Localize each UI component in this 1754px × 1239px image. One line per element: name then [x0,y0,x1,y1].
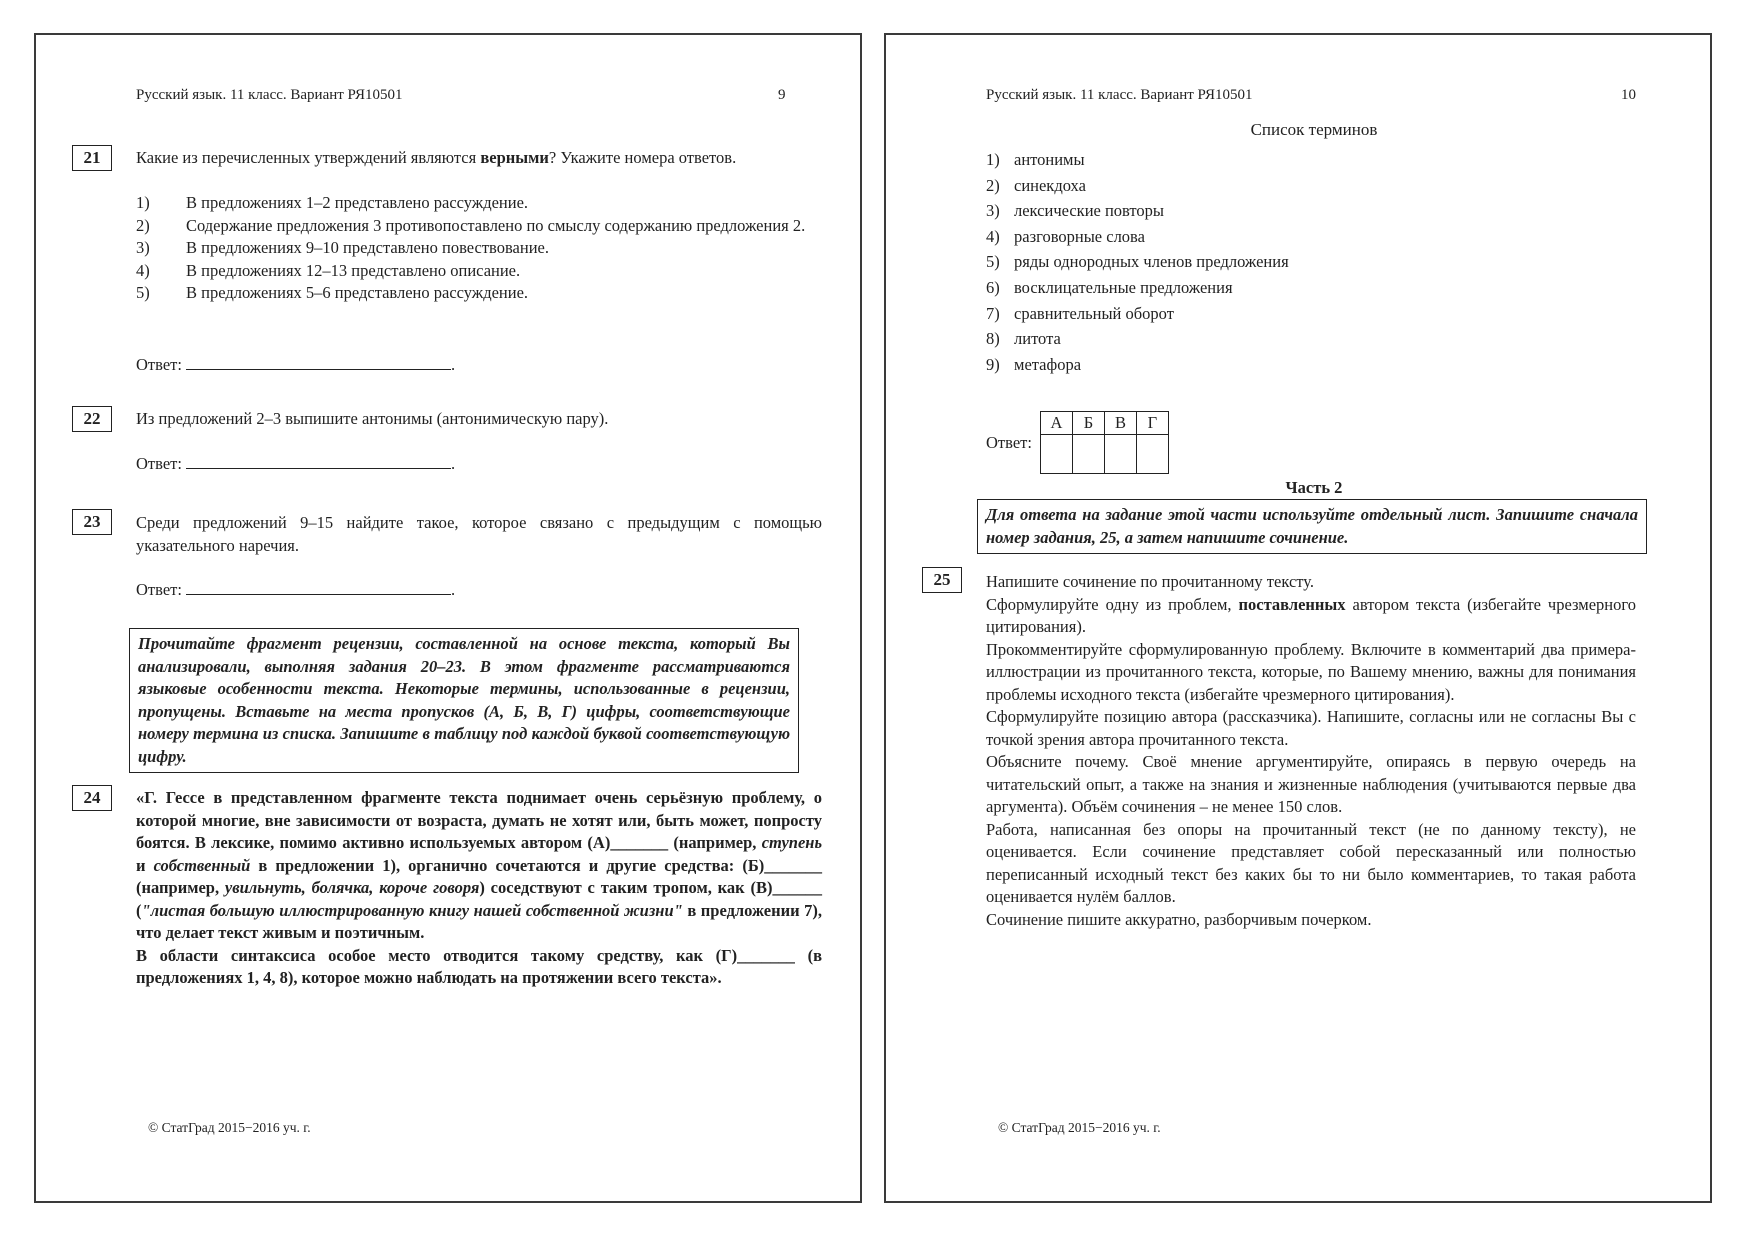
answer-cell[interactable] [1072,435,1104,474]
answer-option [136,282,822,305]
term-number: 4) [986,226,1000,246]
option-number: 5) [136,283,150,302]
terms-list [986,147,1586,377]
term-number: 2) [986,175,1000,195]
task-21-question: Какие из перечисленных утверждений являются верными? Укажите номера ответов. [136,148,737,167]
term-item [986,326,1586,352]
term-text: антонимы [1014,150,1085,169]
term-text: метафора [1014,354,1082,374]
task-23-question: Среди предложений 9–15 найдите такое, которое связано с предыдущим с помощью указательного наречия. [136,513,822,555]
term-item [986,249,1586,275]
page-header: Русский язык. 11 класс. Вариант РЯ10501 [986,87,1253,103]
term-text: ряды однородных членов предложения [1014,252,1289,272]
answer-letter: Б [1072,412,1104,435]
answer-line [186,580,451,595]
task-25-line-7: Сочинение пишите аккуратно, разборчивым почерком. [986,909,1372,929]
option-text: В предложениях 5–6 представлено рассуждение. [186,283,529,302]
term-item [986,224,1586,250]
term-number: 6) [986,277,1000,297]
term-number: 7) [986,303,1000,323]
answer-cell[interactable] [1136,435,1168,474]
term-text: разговорные слова [1014,226,1145,246]
task-number-24: 24 [72,785,112,811]
task-number-25: 25 [922,567,962,593]
review-paragraph-1: «Г. Гессе в представленном фрагменте текста поднимает очень серьёзную проблему, о которой многие, вне зависимости от возраста, думать не хотят или, быть может, попросту боятся. В лексике, помимо активно используемых автором (А)_______ (например, ступень и собственный в предложении 1), органично сочетаются и другие средства: (Б)_______ (например, увильнуть, болячка, короче говоря) соседствуют с таким тропом, как (В)______ ("листая большую иллюстрированную книгу нашей собственной жизни" в предложении 7), что делает текст живым и поэтичным. [136,788,823,942]
task-25-line-4: Сформулируйте позицию автора (рассказчика). Напишите, согласны или не согласны Вы с точкой зрения автора прочитанного текста. [986,707,1636,749]
part2-instruction-box: Для ответа на задание этой части используйте отдельный лист. Запишите сначала номер задания, 25, а затем напишите сочинение. [977,499,1647,554]
page-footer: © СтатГрад 2015−2016 уч. г. [148,1120,311,1135]
page-number: 10 [1621,87,1636,103]
option-number: 1) [136,193,150,212]
term-number: 8) [986,329,1000,349]
task-25-line-5: Объясните почему. Своё мнение аргументируйте, опираясь в первую очередь на читательский опыт, а также на знания и жизненные наблюдения (учитываются первые два аргумента). Объём сочинения – не менее 150 слов. [986,752,1636,816]
task-25-line-1: Напишите сочинение по прочитанному тексту. [986,572,1314,591]
answer-option [136,260,822,283]
term-number: 1) [986,150,1000,169]
review-paragraph-2: В области синтаксиса особое место отводится такому средству, как (Г)_______ (в предложениях 1, 4, 8), которое можно наблюдать на протяжении всего текста». [136,945,822,987]
term-text: синекдоха [1014,175,1086,195]
part2-title: Часть 2 [1285,478,1343,497]
answer-option [136,237,822,260]
term-number: 3) [986,201,1000,221]
task-number-23: 23 [72,509,112,535]
term-item [986,147,1586,173]
option-text: В предложениях 1–2 представлено рассуждение. [186,193,529,212]
task-number-22: 22 [72,406,112,432]
option-text: В предложениях 9–10 представлено повествование. [186,238,549,257]
term-number: 5) [986,252,1000,272]
term-text: лексические повторы [1014,201,1165,221]
term-item [986,173,1586,199]
answer-table [1040,411,1169,474]
task-21-answer[interactable]: Ответ: . [136,355,456,374]
term-item [986,198,1586,224]
task-25-text [986,571,1636,931]
page-number: 9 [778,87,786,103]
option-number: 4) [136,260,150,280]
answer-line [186,454,451,469]
task-number-21: 21 [72,145,112,171]
term-text: сравнительный оборот [1014,303,1174,323]
answer-cell[interactable] [1040,435,1072,474]
page-right [884,33,1712,1203]
term-item [986,352,1586,378]
task-21-options [136,192,822,305]
page-header: Русский язык. 11 класс. Вариант РЯ10501 [136,87,403,103]
page-footer: © СтатГрад 2015−2016 уч. г. [998,1120,1161,1135]
term-text: литота [1014,329,1061,349]
review-instruction-box: Прочитайте фрагмент рецензии, составленной на основе текста, который Вы анализировали, выполняя задания 20–23. В этом фрагменте рассматриваются языковые особенности текста. Некоторые термины, использованные в рецензии, пропущены. Вставьте на места пропусков (А, Б, В, Г) цифры, соответствующие номеру термина из списка. Запишите в таблицу под каждой буквой соответствующую цифру. [129,628,799,773]
term-text: восклицательные предложения [1014,277,1233,297]
answer-letter: А [1040,412,1072,435]
task-24-review-text [136,787,822,990]
term-number: 9) [986,354,1000,374]
option-number: 3) [136,238,150,257]
answer-option [136,192,822,215]
task-25-line-3: Прокомментируйте сформулированную проблему. Включите в комментарий два примера-иллюстрации из прочитанного текста, которые, по Вашему мнению, важны для понимания проблемы исходного текста (избегайте чрезмерного цитирования). [986,639,1636,704]
answer-line [186,355,451,370]
terms-title: Список терминов [1250,120,1378,139]
task-22-answer[interactable]: Ответ: . [136,454,456,473]
option-number: 2) [136,215,150,235]
answer-cell[interactable] [1104,435,1136,474]
term-item [986,301,1586,327]
task-23-answer[interactable]: Ответ: . [136,580,456,599]
answer-option [136,215,822,238]
task-25-line-6: Работа, написанная без опоры на прочитанный текст (не по данному тексту), не оценивается. Если сочинение представляет собой пересказанный или полностью переписанный исходный текст без каких бы то ни было комментариев, то такая работа оценивается нулём баллов. [986,819,1636,906]
answer-letter: В [1104,412,1136,435]
answer-letter: Г [1136,412,1168,435]
term-item [986,275,1586,301]
option-text: Содержание предложения 3 противопоставлено по смыслу содержанию предложения 2. [186,215,806,235]
answer-table-block: Ответ: А Б В Г [986,411,1169,474]
task-22-question: Из предложений 2–3 выпишите антонимы (антонимическую пару). [136,409,609,428]
page-left [34,33,862,1203]
option-text: В предложениях 12–13 представлено описание. [186,260,521,280]
task-25-line-2: Сформулируйте одну из проблем, поставленных автором текста (избегайте чрезмерного цитирования). [986,594,1636,636]
